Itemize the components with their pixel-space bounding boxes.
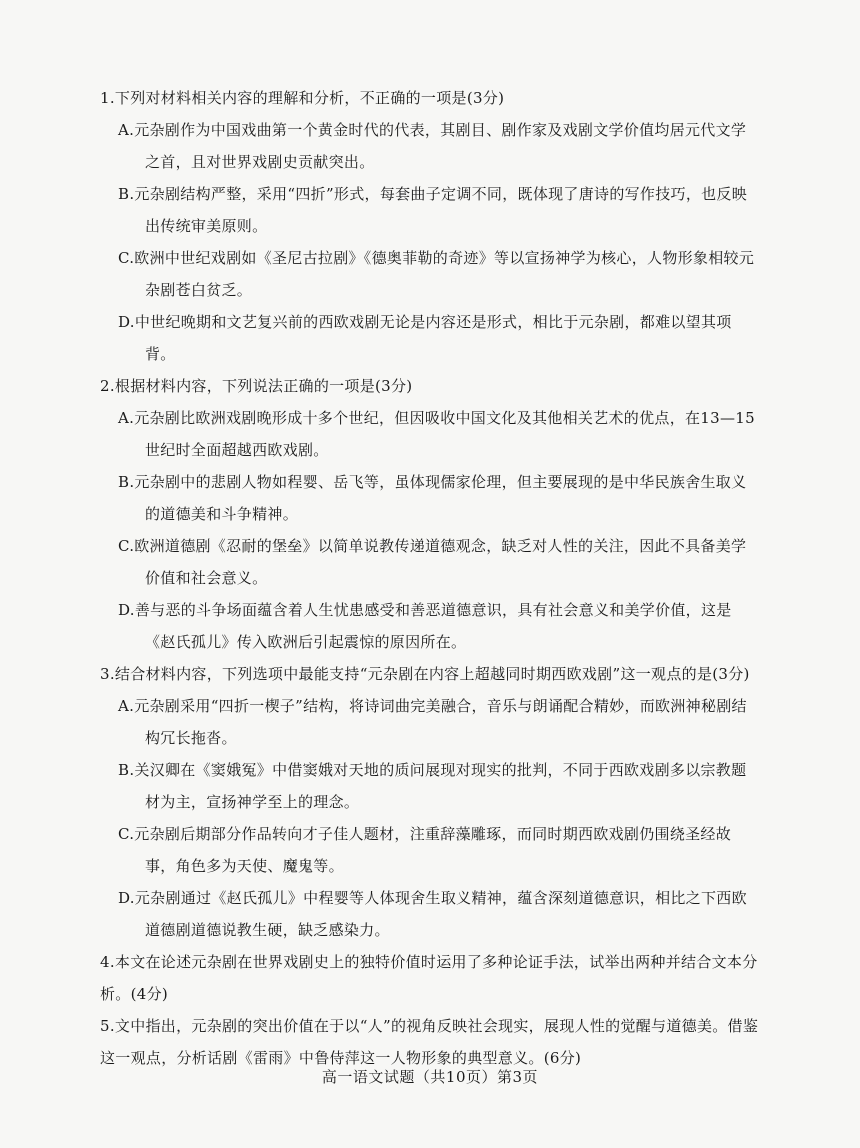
option-d: D.中世纪晚期和文艺复兴前的西欧戏剧无论是内容还是形式，相比于元杂剧，都难以望其项背。 <box>118 313 732 363</box>
question-stem: 5.文中指出，元杂剧的突出价值在于以“人”的视角反映社会现实，展现人性的觉醒与道德美。借鉴这一观点，分析话剧《雷雨》中鲁侍萍这一人物形象的典型意义。(6分) <box>100 1017 759 1067</box>
option-b: B.元杂剧结构严整，采用“四折”形式，每套曲子定调不同，既体现了唐诗的写作技巧，也反映出传统审美原则。 <box>118 185 748 235</box>
question-stem: 1.下列对材料相关内容的理解和分析，不正确的一项是(3分) <box>100 89 505 107</box>
question-list <box>100 82 760 1074</box>
option-d: D.元杂剧通过《赵氏孤儿》中程婴等人体现舍生取义精神，蕴含深刻道德意识，相比之下西欧道德剧道德说教生硬，缺乏感染力。 <box>118 889 747 939</box>
question-stem: 3.结合材料内容，下列选项中最能支持“元杂剧在内容上超越同时期西欧戏剧”这一观点的是(3分) <box>100 665 750 683</box>
option-c: C.元杂剧后期部分作品转向才子佳人题材，注重辞藻雕琢，而同时期西欧戏剧仍围绕圣经故事，角色多为天使、魔鬼等。 <box>118 825 732 875</box>
question-1 <box>100 82 760 370</box>
option-a: A.元杂剧采用“四折一楔子”结构，将诗词曲完美融合，音乐与朗诵配合精妙，而欧洲神秘剧结构冗长拖沓。 <box>118 697 747 747</box>
question-2 <box>100 370 760 658</box>
question-3 <box>100 658 760 946</box>
question-stem: 2.根据材料内容，下列说法正确的一项是(3分) <box>100 377 413 395</box>
question-4 <box>100 946 760 1010</box>
option-a: A.元杂剧作为中国戏曲第一个黄金时代的代表，其剧目、剧作家及戏剧文学价值均居元代文学之首，且对世界戏剧史贡献突出。 <box>118 121 747 171</box>
option-b: B.关汉卿在《窦娥冤》中借窦娥对天地的质问展现对现实的批判，不同于西欧戏剧多以宗教题材为主，宣扬神学至上的理念。 <box>118 761 747 811</box>
question-stem: 4.本文在论述元杂剧在世界戏剧史上的独特价值时运用了多种论证手法，试举出两种并结合文本分析。(4分) <box>100 953 758 1003</box>
question-5 <box>100 1010 760 1074</box>
option-d: D.善与恶的斗争场面蕴含着人生忧患感受和善恶道德意识，具有社会意义和美学价值，这是《赵氏孤儿》传入欧洲后引起震惊的原因所在。 <box>118 601 732 651</box>
option-c: C.欧洲道德剧《忍耐的堡垒》以简单说教传递道德观念，缺乏对人性的关注，因此不具备美学价值和社会意义。 <box>118 537 747 587</box>
option-a: A.元杂剧比欧洲戏剧晚形成十多个世纪，但因吸收中国文化及其他相关艺术的优点，在13—15世纪时全面超越西欧戏剧。 <box>118 409 755 459</box>
option-b: B.元杂剧中的悲剧人物如程婴、岳飞等，虽体现儒家伦理，但主要展现的是中华民族舍生取义的道德美和斗争精神。 <box>118 473 747 523</box>
page-footer: 高一语文试题（共10页）第3页 <box>321 1068 539 1086</box>
option-c: C.欧洲中世纪戏剧如《圣尼古拉剧》《德奥菲勒的奇迹》等以宣扬神学为核心，人物形象相较元杂剧苍白贫乏。 <box>118 249 755 299</box>
